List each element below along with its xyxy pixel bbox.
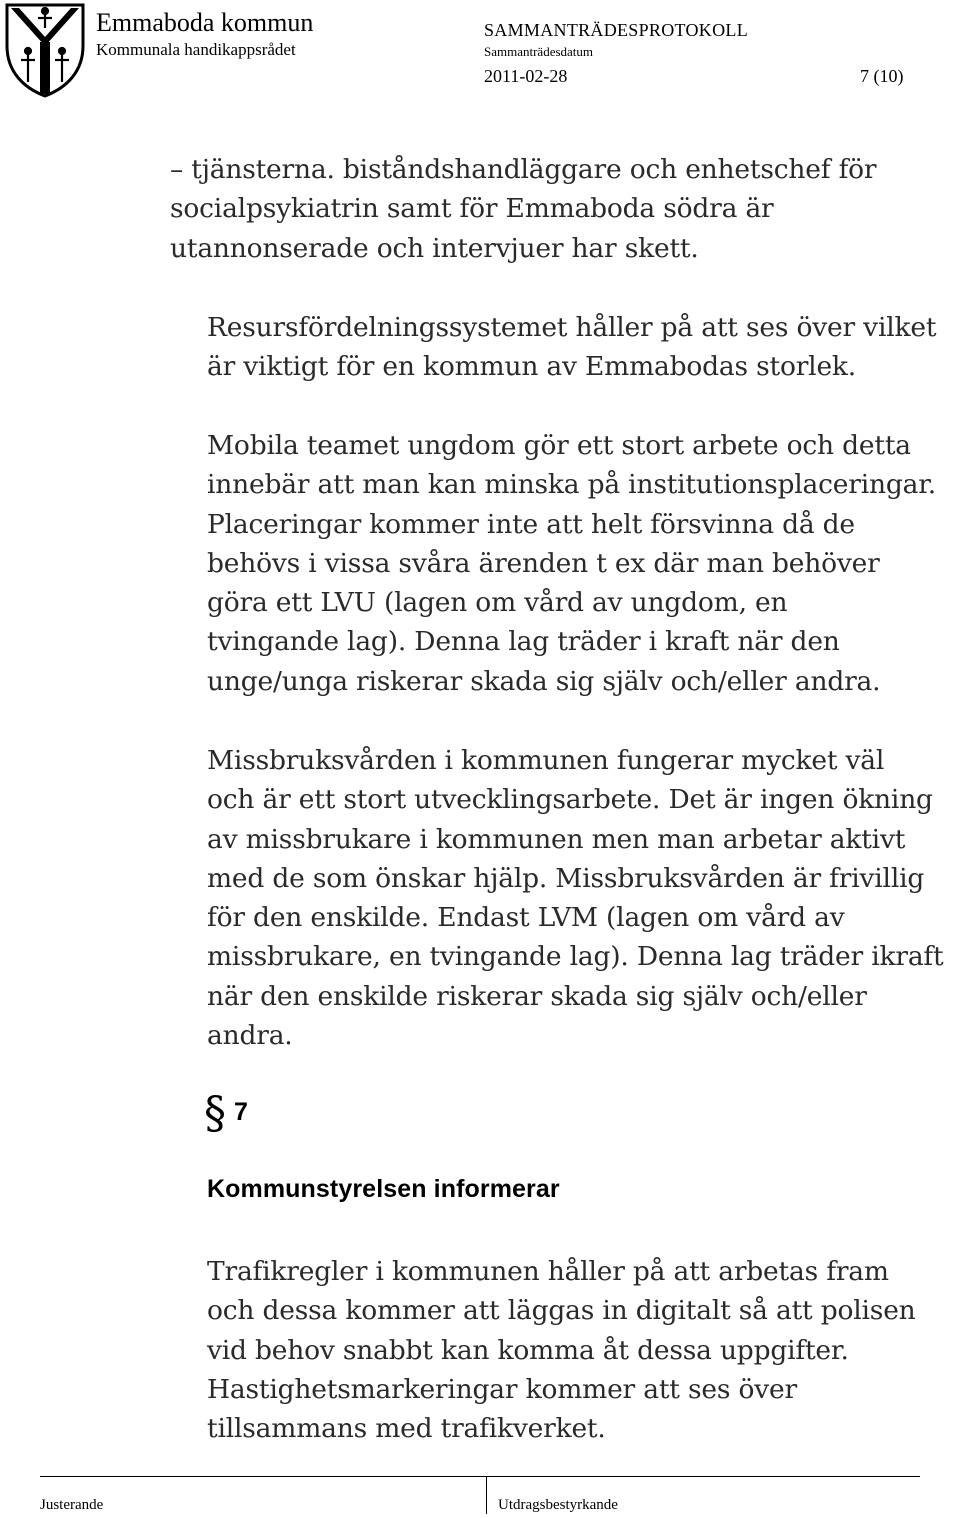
- meeting-date: 2011-02-28: [484, 66, 568, 86]
- document-type: SAMMANTRÄDESPROTOKOLL: [484, 20, 748, 40]
- paragraph-traffic-rules: [207, 1252, 947, 1448]
- paragraph-1-text: – tjänsterna. biståndshandläggare och enhetschef för socialpsykiatrin samt för Emmaboda södra är utannonserade och intervjuer har skett.: [170, 154, 877, 264]
- paragraph-substance-care: [207, 741, 947, 1055]
- paragraph-2-text: Resursfördelningssystemet håller på att ses över vilket är viktigt för en kommun av Emmabodas storlek.: [207, 312, 937, 383]
- section-symbol: §: [204, 1088, 226, 1139]
- footer-divider: [486, 1476, 487, 1514]
- footer-adjuster-label: Justerande: [40, 1497, 104, 1513]
- section-title: Kommunstyrelsen informerar: [207, 1175, 560, 1203]
- paragraph-3-text: Mobila teamet ungdom gör ett stort arbete och detta innebär att man kan minska på institutionsplaceringar. Placeringar kommer inte att helt försvinna då de behövs i vissa svåra ärenden t ex där man behöver göra ett LVU (lagen om vård av ungdom, en tvingande lag). Denna lag träder i kraft när den unge/unga riskerar skada sig själv och/eller andra.: [207, 430, 937, 697]
- date-label: Sammanträdesdatum: [484, 44, 594, 59]
- paragraph-resource-system: [207, 308, 947, 387]
- footer-certification-label: Utdragsbestyrkande: [498, 1497, 618, 1513]
- paragraph-5-text: Trafikregler i kommunen håller på att arbetas fram och dessa kommer att läggas in digitalt så att polisen vid behov snabbt kan komma åt dessa uppgifter. Hastighetsmarkeringar kommer att ses över tillsammans med trafikverket.: [207, 1256, 916, 1445]
- coat-of-arms-icon: [4, 2, 86, 98]
- paragraph-4-text: Missbruksvården i kommunen fungerar mycket väl och är ett stort utvecklingsarbete. Det är ingen ökning av missbrukare i kommunen men man arbetar aktivt med de som önskar hjälp. Missbruksvården är frivillig för den enskilde. Endast LVM (lagen om vård av missbrukare, en tvingande lag). Denna lag träder ikraft när den enskilde riskerar skada sig själv och/eller andra.: [207, 745, 944, 1052]
- paragraph-mobile-team: [207, 426, 947, 701]
- section-number: 7: [234, 1098, 248, 1126]
- committee-name: Kommunala handikappsrådet: [96, 40, 296, 59]
- footer-rule: [40, 1476, 920, 1477]
- page-number: 7 (10): [860, 66, 904, 86]
- org-name: Emmaboda kommun: [96, 8, 314, 37]
- paragraph-continued: [170, 150, 960, 268]
